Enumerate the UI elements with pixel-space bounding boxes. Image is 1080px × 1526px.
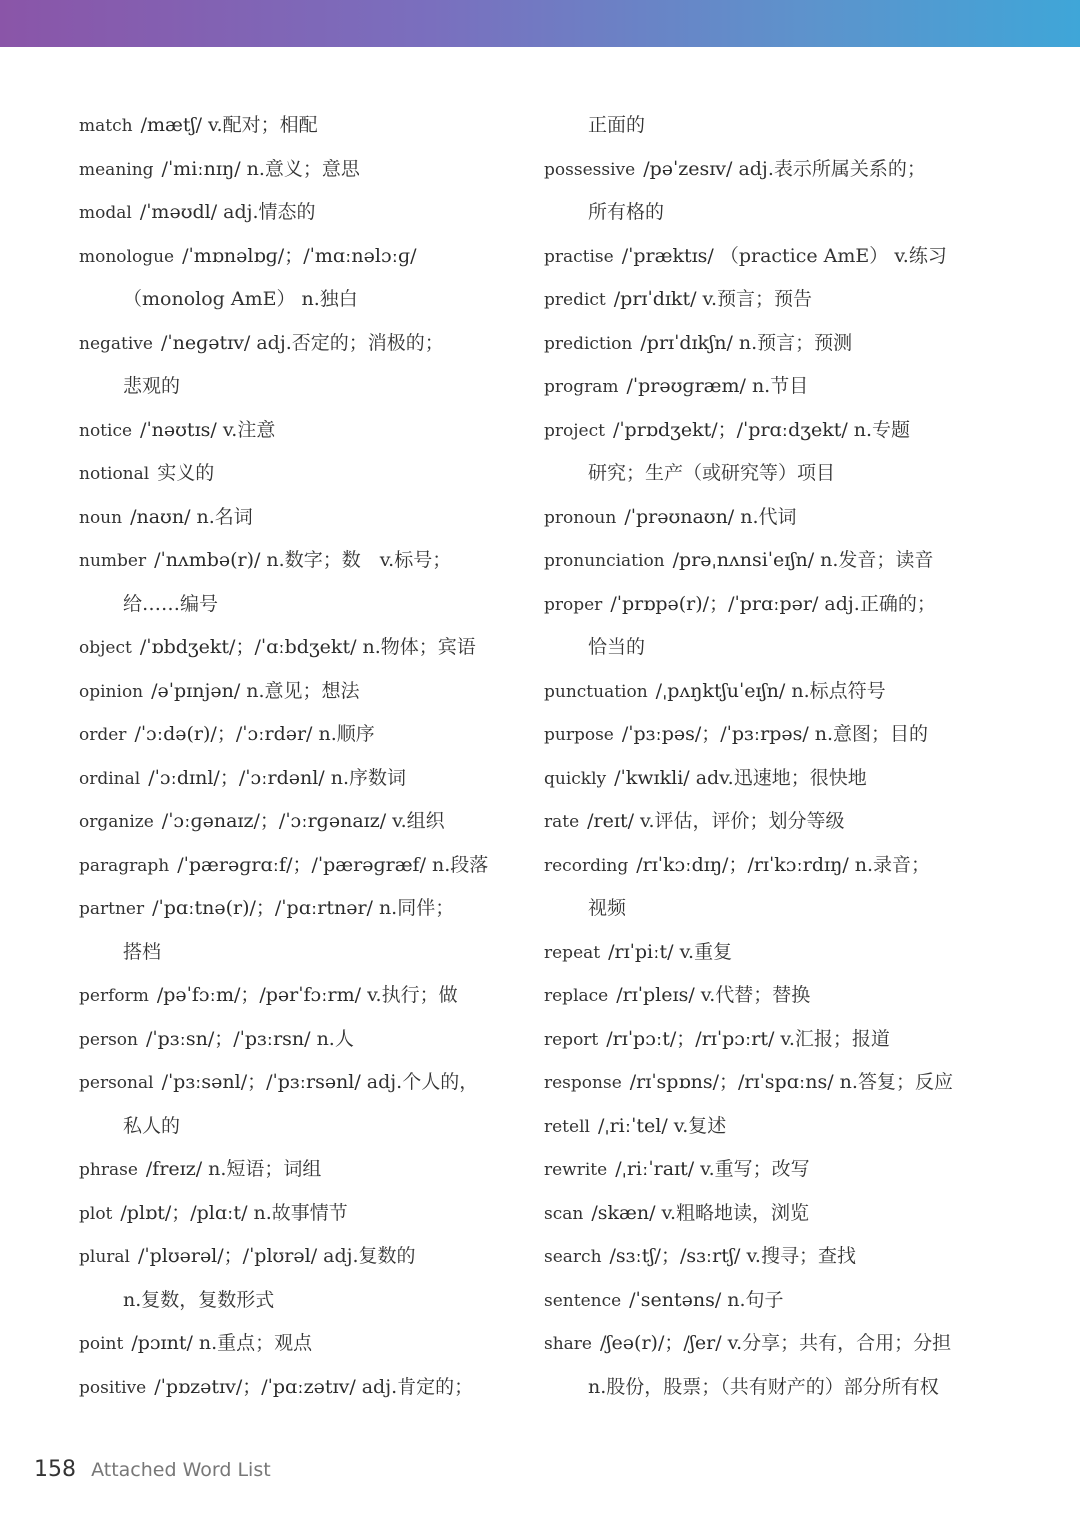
headword: match — [79, 116, 133, 136]
word-entry — [544, 1279, 1014, 1323]
phonetic: /pəˈzesɪv/ — [643, 157, 733, 180]
headword: rewrite — [544, 1160, 608, 1180]
phonetic: /naʊn/ — [130, 505, 191, 528]
definition: （monolog AmE） n.独白 — [123, 288, 358, 310]
definition: v.组织 — [392, 810, 445, 832]
word-entry-continuation — [79, 365, 519, 409]
phonetic: /əˈpɪnjən/ — [151, 679, 241, 702]
definition: v.注意 — [222, 418, 276, 441]
headword: person — [79, 1029, 138, 1050]
word-entry — [79, 1192, 519, 1236]
word-entry — [79, 626, 519, 670]
definition: （practice AmE） v.练习 — [719, 244, 947, 267]
headword: punctuation — [544, 681, 648, 702]
headword: opinion — [79, 681, 144, 702]
phonetic: /rɪˈpiːt/ — [608, 940, 674, 963]
word-entry — [79, 1148, 519, 1192]
definition: v.重写；改写 — [700, 1158, 810, 1180]
word-entry — [544, 1322, 1014, 1366]
phonetic: /ˈpɜːsənl/；/ˈpɜːrsənl/ — [161, 1071, 361, 1093]
phonetic: /pɔɪnt/ — [131, 1332, 193, 1354]
definition: n.段落 — [432, 853, 489, 876]
word-entry — [544, 757, 1014, 801]
headword: recording — [544, 855, 629, 876]
word-entry-continuation — [79, 583, 519, 627]
phonetic: /ˈpræktɪs/ — [621, 244, 714, 267]
phonetic: /ˌriːˈtel/ — [597, 1114, 668, 1137]
definition: n.预言；预测 — [738, 331, 853, 354]
word-entry — [79, 104, 519, 148]
definition: n.股份，股票；（共有财产的）部分所有权 — [588, 1375, 939, 1398]
definition: v.复述 — [673, 1114, 727, 1137]
definition: n.故事情节 — [253, 1201, 348, 1224]
word-entry — [79, 452, 519, 496]
word-entry — [544, 931, 1014, 975]
headword: order — [79, 725, 127, 745]
headword: perform — [79, 986, 149, 1006]
phonetic: /ˈprəʊɡræm/ — [626, 375, 746, 397]
definition: n.专题 — [853, 418, 911, 441]
phonetic: /ˈpɜːpəs/；/ˈpɜːrpəs/ — [621, 723, 809, 745]
word-entry — [544, 1148, 1014, 1192]
phonetic: /rɪˈpleɪs/ — [616, 984, 695, 1006]
headword: plot — [79, 1203, 113, 1224]
headword: program — [544, 377, 619, 397]
definition: 研究；生产（或研究等）项目 — [588, 462, 836, 484]
word-entry — [79, 409, 519, 453]
headword: report — [544, 1029, 599, 1050]
phonetic: /ˈpærəɡrɑːf/；/ˈpærəɡræf/ — [177, 853, 426, 876]
definition: n.标点符号 — [791, 679, 886, 702]
headword: search — [544, 1247, 602, 1267]
definition: adj.肯定的； — [361, 1375, 474, 1398]
phonetic: /ˈɔːɡənaɪz/；/ˈɔːrɡənaɪz/ — [161, 810, 387, 832]
word-entry-continuation — [544, 191, 1014, 235]
section-label: Attached Word List — [91, 1459, 271, 1481]
headword: purpose — [544, 725, 614, 745]
headword: retell — [544, 1116, 590, 1137]
phonetic: /ˈɔːdə(r)/；/ˈɔːrdər/ — [134, 723, 313, 745]
word-entry — [544, 844, 1014, 888]
word-entry — [544, 539, 1014, 583]
phonetic: /skæn/ — [591, 1201, 656, 1224]
definition: n.复数，复数形式 — [123, 1288, 275, 1311]
definition: n.序数词 — [330, 766, 406, 789]
phonetic: /ʃeə(r)/；/ʃer/ — [600, 1332, 722, 1354]
word-entry — [79, 1366, 519, 1410]
word-entry — [79, 974, 519, 1018]
headword: response — [544, 1073, 622, 1093]
definition: v.评估，评价；划分等级 — [640, 810, 845, 832]
word-entry — [544, 1105, 1014, 1149]
phonetic: /rɪˈspɒns/；/rɪˈspɑːns/ — [629, 1071, 834, 1093]
word-entry — [544, 1018, 1014, 1062]
headword: object — [79, 638, 132, 658]
phonetic: /plɒt/；/plɑːt/ — [120, 1201, 248, 1224]
phonetic: /ˌriːˈraɪt/ — [615, 1158, 695, 1180]
phonetic: /ˈɒbdʒekt/；/ˈɑːbdʒekt/ — [139, 636, 357, 658]
definition: n.数字；数 v.标号； — [266, 549, 452, 571]
word-entry — [79, 496, 519, 540]
page-footer — [34, 1453, 271, 1487]
headword: sentence — [544, 1290, 622, 1311]
definition: adj.复数的 — [323, 1245, 416, 1267]
definition: v.分享；共有，合用；分担 — [727, 1332, 952, 1354]
word-entry — [544, 583, 1014, 627]
headword: rate — [544, 812, 580, 832]
phonetic: /ˈneɡətɪv/ — [160, 331, 251, 354]
definition: n.人 — [316, 1027, 354, 1050]
word-entry — [544, 496, 1014, 540]
header-gradient-band — [0, 0, 1080, 47]
phonetic: /ˈpɑːtnə(r)/；/ˈpɑːrtnər/ — [152, 897, 373, 919]
phonetic: /ˈpɒzətɪv/；/ˈpɑːzətɪv/ — [154, 1375, 356, 1398]
word-entry — [544, 409, 1014, 453]
headword: notice — [79, 420, 133, 441]
word-list-left-column — [79, 104, 519, 1409]
definition: adj.正确的； — [824, 592, 936, 615]
headword: phrase — [79, 1160, 138, 1180]
headword: organize — [79, 812, 154, 832]
phonetic: /ˈnəʊtɪs/ — [140, 418, 217, 441]
word-entry — [544, 278, 1014, 322]
headword: notional — [79, 464, 150, 484]
phonetic: /rɪˈpɔːt/；/rɪˈpɔːrt/ — [606, 1027, 775, 1050]
definition: adj.个人的， — [366, 1071, 479, 1093]
definition: 私人的 — [123, 1114, 181, 1137]
headword: noun — [79, 507, 123, 528]
phonetic: /ˌpʌŋktʃuˈeɪʃn/ — [655, 679, 786, 702]
phonetic: /ˈplʊərəl/；/ˈplʊrəl/ — [137, 1245, 318, 1267]
headword: pronoun — [544, 507, 617, 528]
word-entry-continuation — [79, 278, 519, 322]
definition: 正面的 — [588, 114, 646, 136]
headword: prediction — [544, 333, 633, 354]
headword: scan — [544, 1203, 584, 1224]
definition: n.同伴； — [378, 897, 455, 919]
definition: n.代词 — [740, 505, 797, 528]
headword: quickly — [544, 768, 607, 789]
definition: n.顺序 — [318, 723, 375, 745]
definition: n.短语；词组 — [208, 1158, 322, 1180]
definition: adj.情态的 — [223, 201, 316, 223]
headword: pronunciation — [544, 551, 665, 571]
phonetic: /ˈprɒdʒekt/；/ˈprɑːdʒekt/ — [612, 418, 848, 441]
word-entry — [79, 757, 519, 801]
headword: repeat — [544, 942, 601, 963]
definition: n.句子 — [727, 1288, 784, 1311]
definition: 悲观的 — [123, 375, 181, 397]
word-entry-continuation — [544, 1366, 1014, 1410]
definition: n.物体；宾语 — [362, 636, 476, 658]
definition: n.答复；反应 — [839, 1071, 953, 1093]
phonetic: /ˈpɜːsn/；/ˈpɜːrsn/ — [145, 1027, 311, 1050]
word-entry-continuation — [79, 1279, 519, 1323]
word-entry-continuation — [544, 626, 1014, 670]
phonetic: /ˈnʌmbə(r)/ — [154, 549, 261, 571]
definition: 视频 — [588, 897, 627, 919]
definition: n.意见；想法 — [246, 679, 360, 702]
definition: v.重复 — [679, 940, 733, 963]
headword: proper — [544, 594, 603, 615]
word-entry — [79, 1061, 519, 1105]
word-entry — [544, 1235, 1014, 1279]
headword: positive — [79, 1377, 147, 1398]
definition: v.预言；预告 — [702, 288, 813, 310]
definition: n.重点；观点 — [198, 1332, 313, 1354]
headword: personal — [79, 1073, 154, 1093]
word-entry — [79, 713, 519, 757]
definition: n.录音； — [854, 853, 931, 876]
word-entry-continuation — [79, 1105, 519, 1149]
phonetic: /prɪˈdɪkʃn/ — [640, 331, 733, 354]
definition: n.意义；意思 — [246, 157, 360, 180]
phonetic: /ˈprəʊnaʊn/ — [624, 505, 735, 528]
word-entry — [79, 844, 519, 888]
definition: adv.迅速地；很快地 — [695, 766, 867, 789]
definition: v.配对；相配 — [208, 114, 318, 136]
phonetic: /rɪˈkɔːdɪŋ/；/rɪˈkɔːrdɪŋ/ — [636, 853, 849, 876]
definition: 搭档 — [123, 940, 162, 963]
headword: point — [79, 1334, 124, 1354]
word-entry — [79, 148, 519, 192]
word-entry — [79, 1322, 519, 1366]
definition: v.搜寻；查找 — [746, 1245, 856, 1267]
word-entry — [544, 1192, 1014, 1236]
definition: n.节目 — [751, 375, 809, 397]
word-list-right-column — [544, 104, 1014, 1409]
definition: v.代替；替换 — [700, 984, 811, 1006]
phonetic: /ˈməʊdl/ — [139, 201, 218, 223]
headword: number — [79, 551, 147, 571]
word-entry — [79, 235, 519, 279]
definition: 所有格的 — [588, 201, 665, 223]
headword: possessive — [544, 159, 636, 180]
word-entry-continuation — [544, 452, 1014, 496]
phonetic: /ˈprɒpə(r)/；/ˈprɑːpər/ — [610, 592, 819, 615]
phonetic: /prəˌnʌnsiˈeɪʃn/ — [672, 549, 815, 571]
phonetic: /sɜːtʃ/；/sɜːrtʃ/ — [609, 1245, 741, 1267]
phonetic: /prɪˈdɪkt/ — [613, 288, 697, 310]
word-entry-continuation — [544, 887, 1014, 931]
word-entry — [79, 191, 519, 235]
word-entry — [544, 670, 1014, 714]
headword: predict — [544, 290, 606, 310]
headword: replace — [544, 986, 609, 1006]
phonetic: /ˈsentəns/ — [629, 1288, 722, 1311]
headword: partner — [79, 899, 145, 919]
definition: 恰当的 — [588, 636, 646, 658]
word-entry — [79, 670, 519, 714]
word-entry — [544, 148, 1014, 192]
phonetic: /ˈmiːnɪŋ/ — [161, 157, 241, 180]
headword: practise — [544, 246, 614, 267]
phonetic: /freɪz/ — [145, 1158, 203, 1180]
definition: v.执行；做 — [367, 984, 458, 1006]
phonetic: /ˈkwɪkli/ — [614, 766, 690, 789]
word-entry — [79, 1235, 519, 1279]
phonetic: /reɪt/ — [587, 810, 634, 832]
definition: 实义的 — [157, 462, 215, 484]
definition: adj.否定的；消极的； — [256, 331, 444, 354]
word-entry — [79, 322, 519, 366]
headword: project — [544, 420, 605, 441]
word-entry — [544, 235, 1014, 279]
word-entry-continuation — [544, 104, 1014, 148]
word-entry — [544, 800, 1014, 844]
headword: monologue — [79, 246, 175, 267]
headword: share — [544, 1334, 592, 1354]
headword: negative — [79, 333, 153, 354]
word-entry — [79, 539, 519, 583]
word-entry — [79, 887, 519, 931]
headword: plural — [79, 1247, 130, 1267]
definition: n.名词 — [196, 505, 253, 528]
definition: adj.表示所属关系的； — [738, 157, 926, 180]
word-entry — [544, 322, 1014, 366]
headword: meaning — [79, 159, 154, 180]
word-entry — [544, 1061, 1014, 1105]
word-entry — [544, 974, 1014, 1018]
phonetic: /pəˈfɔːm/；/pərˈfɔːrm/ — [156, 984, 362, 1006]
definition: n.发音；读音 — [820, 549, 934, 571]
phonetic: /mætʃ/ — [140, 114, 203, 136]
word-entry — [544, 365, 1014, 409]
word-entry — [544, 713, 1014, 757]
headword: modal — [79, 203, 132, 223]
definition: n.意图；目的 — [814, 723, 929, 745]
phonetic: /ˈmɒnəlɒɡ/；/ˈmɑːnəlɔːɡ/ — [182, 244, 417, 267]
headword: ordinal — [79, 768, 141, 789]
phonetic: /ˈɔːdɪnl/；/ˈɔːrdənl/ — [148, 766, 325, 789]
word-entry — [79, 800, 519, 844]
page-number: 158 — [34, 1457, 76, 1482]
definition: 给……编号 — [123, 592, 219, 615]
definition: v.汇报；报道 — [780, 1027, 890, 1050]
word-entry — [79, 1018, 519, 1062]
word-entry-continuation — [79, 931, 519, 975]
headword: paragraph — [79, 855, 170, 876]
definition: v.粗略地读，浏览 — [661, 1201, 810, 1224]
